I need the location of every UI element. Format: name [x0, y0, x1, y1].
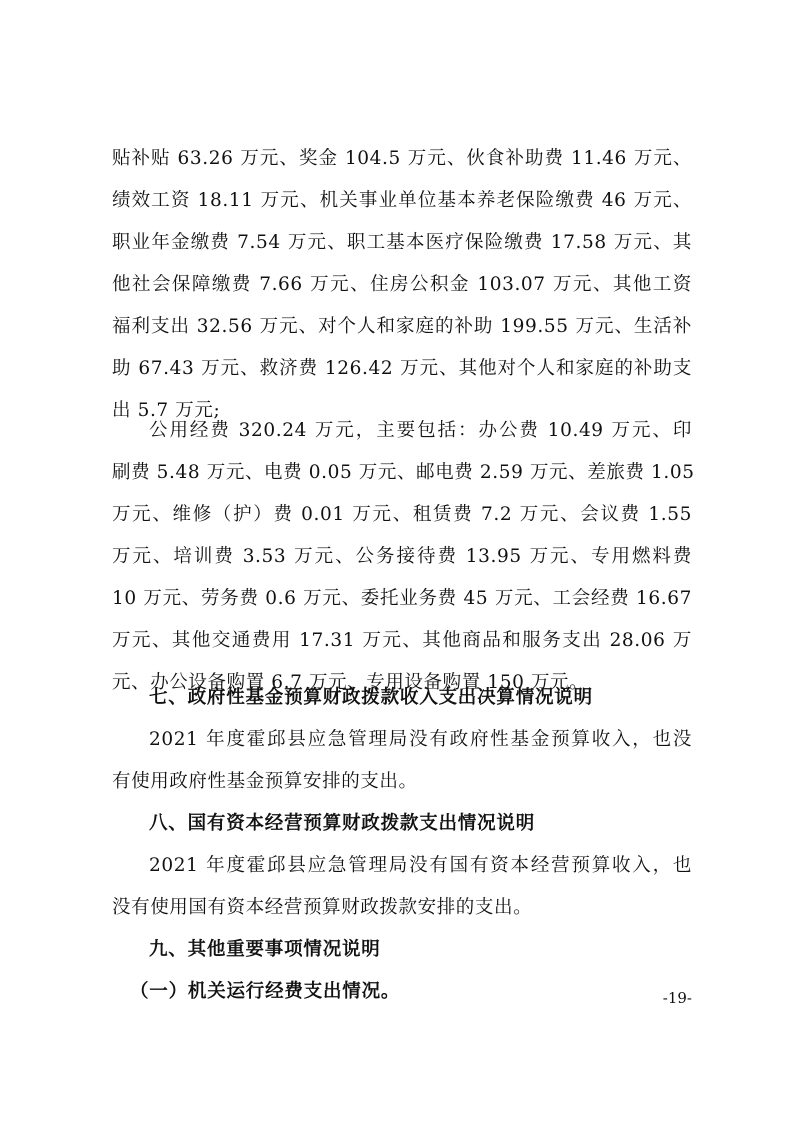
text-line: 万元、其他交通费用 17.31 万元、其他商品和服务支出 28.06 万	[112, 630, 692, 651]
text-line: 刷费 5.48 万元、电费 0.05 万元、邮电费 2.59 万元、差旅费 1.05	[112, 462, 695, 483]
subsection-heading: （一）机关运行经费支出情况。	[130, 981, 401, 1002]
section-heading-8: 八、国有资本经营预算财政拨款支出情况说明	[149, 813, 536, 834]
text-line: 万元、维修（护）费 0.01 万元、租赁费 7.2 万元、会议费 1.55	[112, 504, 692, 525]
text-line: 2021 年度霍邱县应急管理局没有政府性基金预算收入，也没	[149, 729, 692, 750]
text-line: 万元、培训费 3.53 万元、公务接待费 13.95 万元、专用燃料费	[112, 546, 692, 567]
text-line: 没有使用国有资本经营预算财政拨款安排的支出。	[112, 897, 533, 918]
text-line: 贴补贴 63.26 万元、奖金 104.5 万元、伙食补助费 11.46 万元、	[112, 148, 692, 169]
text-line: 公用经费 320.24 万元，主要包括：办公费 10.49 万元、印	[149, 420, 692, 441]
text-line: 2021 年度霍邱县应急管理局没有国有资本经营预算收入，也	[149, 855, 692, 876]
text-line: 职业年金缴费 7.54 万元、职工基本医疗保险缴费 17.58 万元、其	[112, 232, 692, 253]
text-line: 他社会保障缴费 7.66 万元、住房公积金 103.07 万元、其他工资	[112, 274, 692, 295]
section-heading-7: 七、政府性基金预算财政拨款收入支出决算情况说明	[149, 687, 593, 708]
page-number: -19-	[662, 989, 692, 1007]
text-line: 绩效工资 18.11 万元、机关事业单位基本养老保险缴费 46 万元、	[112, 190, 692, 211]
text-line: 助 67.43 万元、救济费 126.42 万元、其他对个人和家庭的补助支	[112, 358, 692, 379]
section-heading-9: 九、其他重要事项情况说明	[149, 939, 381, 960]
text-line: 有使用政府性基金预算安排的支出。	[112, 771, 418, 792]
text-line: 福利支出 32.56 万元、对个人和家庭的补助 199.55 万元、生活补	[112, 316, 692, 337]
text-line: 出 5.7 万元;	[112, 400, 221, 421]
text-line: 元、办公设备购置 6.7 万元、专用设备购置 150 万元。	[112, 672, 589, 693]
text-line: 10 万元、劳务费 0.6 万元、委托业务费 45 万元、工会经费 16.67	[112, 588, 692, 609]
